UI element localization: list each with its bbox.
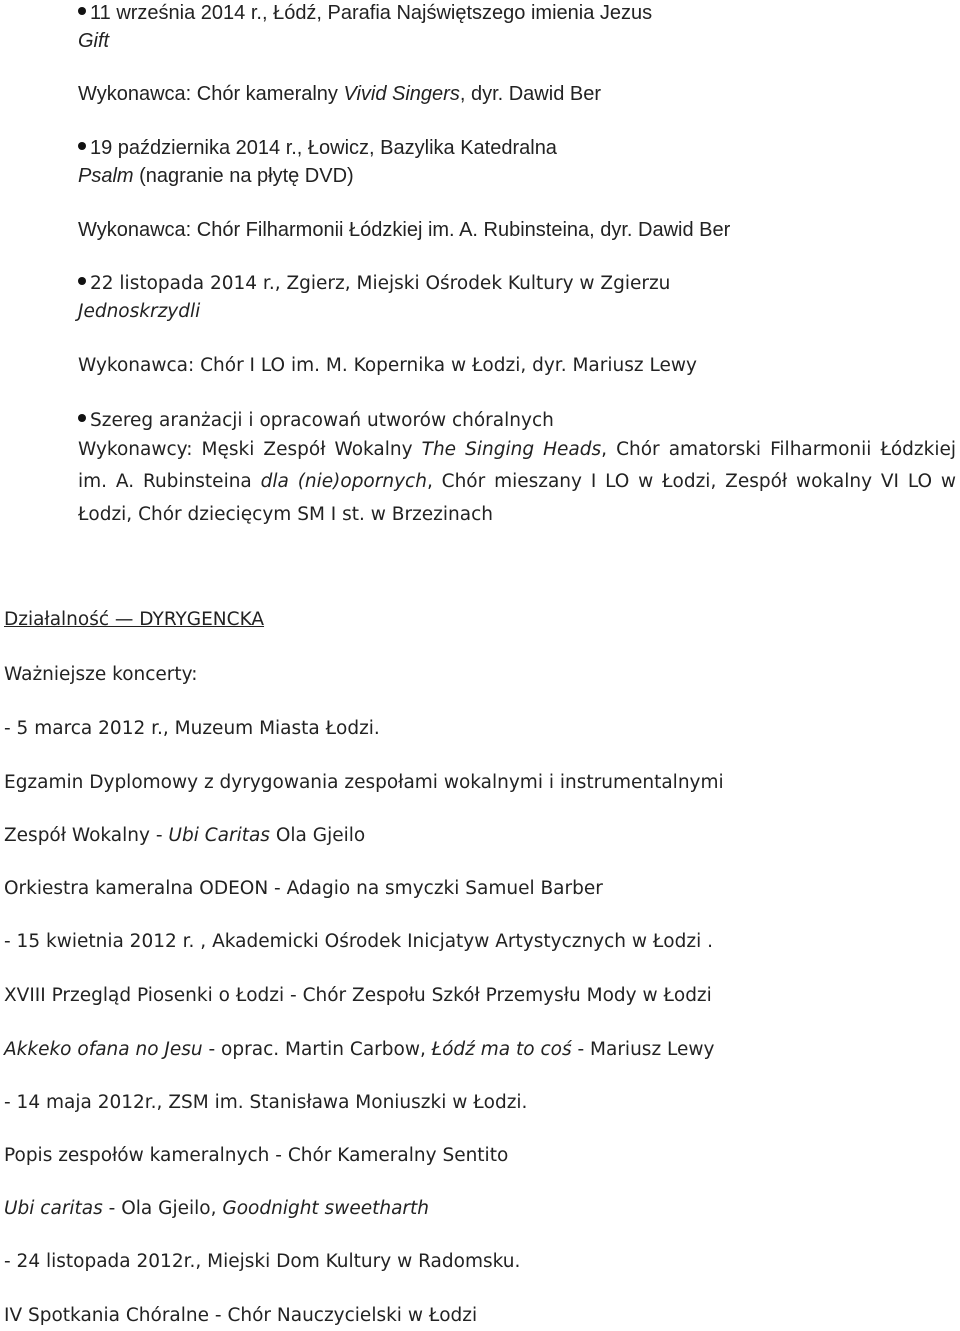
performers-line-1: Wykonawcy: Męski Zespół Wokalny The Singing Heads, Chór amatorski Filharmonii Łódzkiej [78,439,956,460]
concert-date: - 5 marca 2012 r., Muzeum Miasta Łodzi. [4,718,380,739]
section-subheading: Ważniejsze koncerty: [4,664,198,685]
concert-date: - 14 maja 2012r., ZSM im. Stanisława Moniuszki w Łodzi. [4,1092,528,1113]
entry-3-performer: Wykonawca: Chór I LO im. M. Kopernika w Łodzi, dyr. Mariusz Lewy [78,355,697,376]
bullet-icon [78,7,86,15]
entry-2-heading: 19 października 2014 r., Łowicz, Bazylika Katedralna [78,135,557,161]
concert-line: Akkeko ofana no Jesu - oprac. Martin Carbow, Łódź ma to coś - Mariusz Lewy [4,1039,715,1060]
performers-line-3: Łodzi, Chór dziecięcym SM I st. w Brzezinach [78,504,493,525]
concert-date: - 24 listopada 2012r., Miejski Dom Kultury w Radomsku. [4,1251,521,1272]
section-heading: Działalność — DYRYGENCKA [4,609,265,630]
concert-line: XVIII Przegląd Piosenki o Łodzi - Chór Zespołu Szkół Przemysłu Mody w Łodzi [4,985,712,1006]
entry-2-performer: Wykonawca: Chór Filharmonii Łódzkiej im. A. Rubinsteina, dyr. Dawid Ber [78,219,731,241]
entry-4-heading: Szereg aranżacji i opracowań utworów chóralnych [78,408,554,434]
concert-line: Orkiestra kameralna ODEON - Adagio na smyczki Samuel Barber [4,878,603,899]
bullet-icon [78,277,86,285]
entry-1-title: Gift [78,30,110,52]
bullet-icon [78,142,86,150]
entry-1-heading: 11 września 2014 r., Łódź, Parafia Najświętszego imienia Jezus [78,0,652,26]
bullet-icon [78,414,86,422]
entry-3-heading: 22 listopada 2014 r., Zgierz, Miejski Ośrodek Kultury w Zgierzu [78,271,670,297]
entry-3-title: Jednoskrzydli [78,301,201,322]
concert-line: IV Spotkania Chóralne - Chór Nauczycielski w Łodzi [4,1305,478,1326]
entry-2-title: Psalm (nagranie na płytę DVD) [78,165,354,187]
entry-1-performer: Wykonawca: Chór kameralny Vivid Singers, dyr. Dawid Ber [78,83,601,105]
performers-line-2: im. A. Rubinsteina dla (nie)opornych, Chór mieszany I LO w Łodzi, Zespół wokalny VI LO w [78,471,956,492]
concert-date: - 15 kwietnia 2012 r. , Akademicki Ośrodek Inicjatyw Artystycznych w Łodzi . [4,931,713,952]
concert-line: Egzamin Dyplomowy z dyrygowania zespołami wokalnymi i instrumentalnymi [4,772,724,793]
concert-line: Zespół Wokalny - Ubi Caritas Ola Gjeilo [4,825,366,846]
concert-line: Popis zespołów kameralnych - Chór Kameralny Sentito [4,1145,509,1166]
concert-line: Ubi caritas - Ola Gjeilo, Goodnight sweetharth [4,1198,429,1219]
